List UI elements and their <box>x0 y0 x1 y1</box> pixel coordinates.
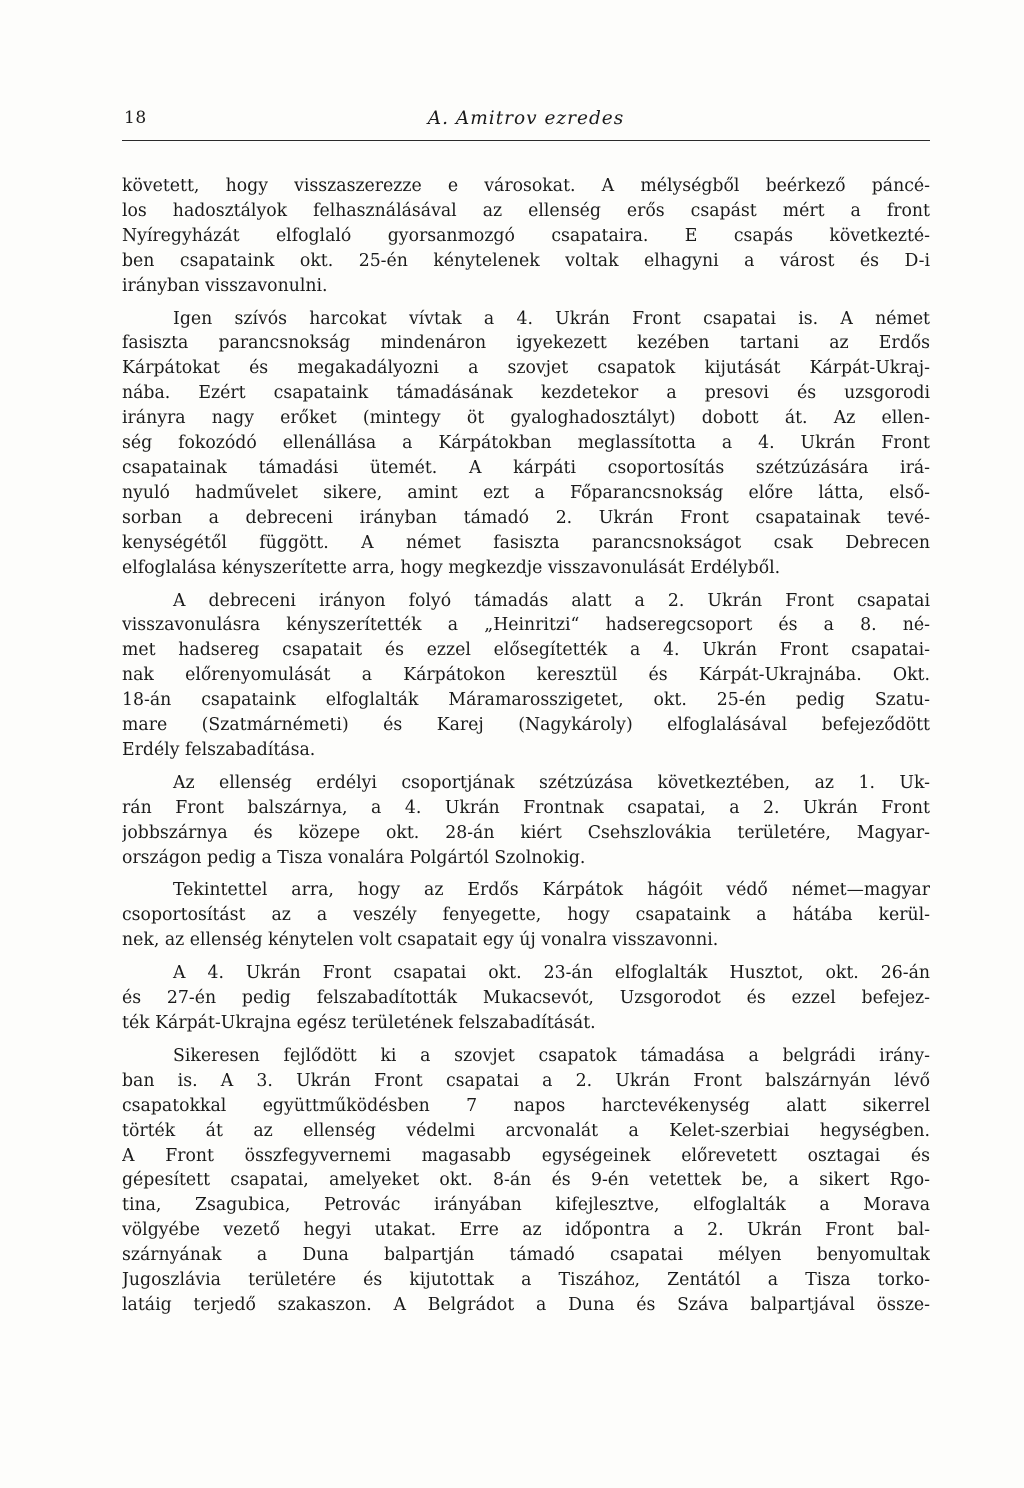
text-line: latáig terjedő szakaszon. A Belgrádot a Duna és Száva balpartjával össze- <box>122 1294 930 1315</box>
text-line: fasiszta parancsnokság mindenáron igyekezett kezében tartani az Erdős <box>122 333 930 354</box>
text-line: és 27-én pedig felszabadították Mukacsevót, Uzsgorodot és ezzel befejez- <box>122 988 930 1009</box>
text-line: országon pedig a Tisza vonalára Polgártól Szolnokig. <box>122 847 586 868</box>
text-line: mare (Szatmárnémeti) és Karej (Nagykároly) elfoglalásával befejeződött <box>122 715 930 736</box>
text-line: Erdély felszabadítása. <box>122 739 316 760</box>
text-line: irányban visszavonulni. <box>122 275 328 296</box>
paragraph <box>122 307 930 581</box>
paragraph <box>122 1044 930 1318</box>
body-text <box>122 174 930 1318</box>
book-page <box>122 106 930 1326</box>
text-line: Jugoszlávia területére és kijutottak a Tiszához, Zentától a Tisza torko- <box>122 1270 930 1291</box>
text-line: követett, hogy visszaszerezze e városokat. A mélységből beérkező páncé- <box>122 176 930 196</box>
text-line: Igen szívós harcokat vívtak a 4. Ukrán Front csapatai is. A német <box>173 308 930 329</box>
page-number: 18 <box>124 108 147 128</box>
paragraph <box>122 961 930 1036</box>
paragraph <box>122 771 930 871</box>
text-line: ték Kárpát-Ukrajna egész területének felszabadítását. <box>122 1013 596 1033</box>
text-line: csapatokkal együttműködésben 7 napos harctevékenység alatt sikerrel <box>122 1095 930 1116</box>
text-line: ség fokozódó ellenállása a Kárpátokban meglassította a 4. Ukrán Front <box>122 433 930 454</box>
text-line: kenységétől függött. A német fasiszta parancsnokságot csak Debrecen <box>122 532 930 553</box>
text-line: szárnyának a Duna balpartján támadó csapatai mélyen benyomultak <box>122 1245 930 1266</box>
text-line: ben csapataink okt. 25-én kénytelenek voltak elhagyni a várost és D-i <box>122 250 930 271</box>
text-line: Sikeresen fejlődött ki a szovjet csapatok támadása a belgrádi irány- <box>173 1045 930 1066</box>
text-line: A 4. Ukrán Front csapatai okt. 23-án elfoglalták Husztot, okt. 26-án <box>173 963 930 984</box>
text-line: los hadosztályok felhasználásával az ellenség erős csapást mért a front <box>122 200 930 221</box>
text-line: jobbszárnya és közepe okt. 28-án kiért Csehszlovákia területére, Magyar- <box>122 822 930 843</box>
page-header <box>122 106 930 141</box>
text-line: Nyíregyházát elfoglaló gyorsanmozgó csapataira. E csapás következté- <box>122 225 930 246</box>
paragraph <box>122 589 930 763</box>
paragraph <box>122 174 930 299</box>
text-line: elfoglalása kényszerítette arra, hogy megkezdje visszavonulását Erdélyből. <box>122 557 781 578</box>
text-line: ban is. A 3. Ukrán Front csapatai a 2. Ukrán Front balszárnyán lévő <box>122 1070 930 1091</box>
text-line: nába. Ezért csapataink támadásának kezdetekor a presovi és uzsgorodi <box>122 383 930 404</box>
text-line: gépesített csapatai, amelyeket okt. 8-án és 9-én vetettek be, a sikert Rgo- <box>122 1170 930 1191</box>
paragraph <box>122 878 930 953</box>
text-line: 18-án csapataink elfoglalták Máramarosszigetet, okt. 25-én pedig Szatu- <box>122 690 930 711</box>
text-line: rán Front balszárnya, a 4. Ukrán Frontnak csapatai, a 2. Ukrán Front <box>122 797 930 818</box>
text-line: A debreceni irányon folyó támadás alatt a 2. Ukrán Front csapatai <box>173 590 930 611</box>
text-line: nyuló hadművelet sikere, amint ezt a Főparancsnokság előre látta, első- <box>122 482 930 503</box>
text-line: visszavonulásra kényszerítették a „Heinritzi“ hadseregcsoport és a 8. né- <box>122 615 930 636</box>
text-line: irányra nagy erőket (mintegy öt gyaloghadosztályt) dobott át. Az ellen- <box>122 408 930 429</box>
text-line: Kárpátokat és megakadályozni a szovjet csapatok kijutását Kárpát-Ukraj- <box>122 358 930 379</box>
text-line: nak előrenyomulását a Kárpátokon keresztül és Kárpát-Ukrajnába. Okt. <box>122 665 930 686</box>
text-line: Az ellenség erdélyi csoportjának szétzúzása következtében, az 1. Uk- <box>173 772 930 793</box>
text-line: völgyébe vezető hegyi utakat. Erre az időpontra a 2. Ukrán Front bal- <box>122 1220 930 1241</box>
text-line: csapatainak támadási ütemét. A kárpáti csoportosítás szétzúzására irá- <box>122 457 930 478</box>
text-line: csoportosítást az a veszély fenyegette, hogy csapataink a hátába kerül- <box>122 905 930 926</box>
running-title: A. Amitrov ezredes <box>427 108 625 129</box>
text-line: met hadsereg csapatait és ezzel elősegítették a 4. Ukrán Front csapatai- <box>122 640 930 661</box>
text-line: tina, Zsagubica, Petrovác irányában kifejlesztve, elfoglalták a Morava <box>122 1195 930 1216</box>
text-line: törték át az ellenség védelmi arcvonalát a Kelet-szerbiai hegységben. <box>122 1120 930 1141</box>
text-line: A Front összfegyvernemi magasabb egységeinek előrevetett osztagai és <box>122 1145 930 1166</box>
text-line: sorban a debreceni irányban támadó 2. Ukrán Front csapatainak tevé- <box>122 507 930 528</box>
text-line: Tekintettel arra, hogy az Erdős Kárpátok hágóit védő német—magyar <box>173 880 930 901</box>
text-line: nek, az ellenség kénytelen volt csapatait egy új vonalra visszavonni. <box>122 930 719 951</box>
